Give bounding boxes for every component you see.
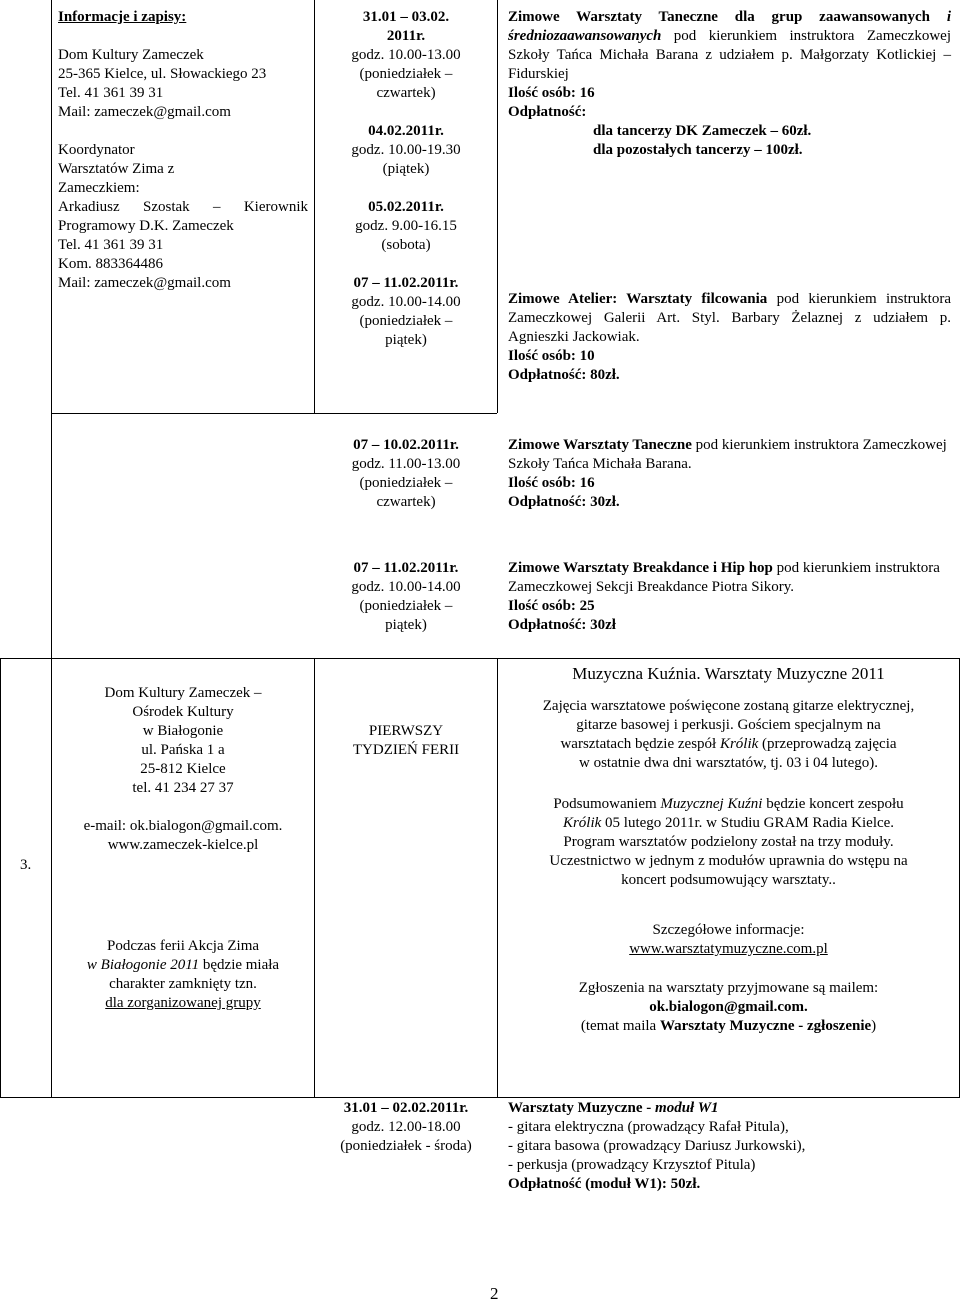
workshop-description	[508, 8, 951, 84]
org-tel: tel. 41 234 27 37	[132, 780, 234, 796]
schedule-cell	[315, 436, 497, 512]
week-label: PIERWSZY	[368, 723, 444, 739]
details-label: Szczegółowe informacje:	[652, 922, 805, 938]
registration-text: Zgłoszenia na warsztaty przyjmowane są mailem:	[578, 980, 879, 996]
participant-count: Ilość osób: 16	[508, 85, 595, 101]
days: (poniedziałek –	[359, 475, 453, 491]
workshop-text: pod kierunkiem instruktora Zameczkowej Szkoły Tańca Michała Barana z udziałem p. Małgorzaty Kotlickiej – Fidurskiej	[508, 28, 951, 82]
note-text: dla zorganizowanej grupy	[105, 995, 261, 1011]
module-item: - perkusja (prowadzący Krzysztof Pitula)	[508, 1157, 756, 1173]
details-link[interactable]: www.warsztatymuzyczne.com.pl	[629, 941, 828, 957]
module-fee: Odpłatność (moduł W1): 50zł.	[508, 1176, 701, 1192]
fee: Odpłatność: 30zł.	[508, 494, 620, 510]
fee-label: Odpłatność:	[508, 104, 587, 120]
workshop-title: Zimowe Warsztaty Taneczne dla grup zaawansowanych	[508, 9, 931, 25]
info-cell	[58, 8, 308, 293]
registration-email: ok.bialogon@gmail.com.	[649, 999, 808, 1015]
date: 05.02.2011r.	[368, 199, 444, 215]
participant-count: Ilość osób: 16	[508, 475, 595, 491]
page-number: 2	[490, 1284, 499, 1303]
workshop-title: Zimowe Atelier: Warsztaty filcowania	[508, 291, 768, 307]
org-name: Ośrodek Kultury	[132, 704, 234, 720]
workshop-title: Zimowe Warsztaty Taneczne	[508, 437, 692, 453]
fee: Odpłatność: 30zł	[508, 617, 616, 633]
workshop-cell	[508, 290, 951, 385]
schedule-cell	[315, 559, 497, 635]
note-text: Podczas ferii Akcja Zima	[106, 938, 260, 954]
days: czwartek)	[376, 494, 436, 510]
participant-count: Ilość osób: 10	[508, 348, 595, 364]
workshop-text: pod kierunkiem instruktora Zameczkowej Szkoły Tańca Michała Barana.	[508, 437, 947, 472]
participant-count: Ilość osób: 25	[508, 598, 595, 614]
table-border	[0, 658, 1, 1098]
date: 07 – 11.02.2011r.	[353, 560, 459, 576]
days: (poniedziałek –	[359, 66, 453, 82]
date: 04.02.2011r.	[368, 123, 444, 139]
org-address: 25-812 Kielce	[140, 761, 226, 777]
org-name: Dom Kultury Zameczek –	[104, 685, 262, 701]
description-line: warsztatach będzie zespół Królik (przeprowadzą zajęcia	[560, 736, 897, 752]
org-email: e-mail: ok.bialogon@gmail.com.	[83, 818, 283, 834]
section-number: 3.	[20, 857, 32, 873]
org-address: 25-365 Kielce, ul. Słowackiego 23	[58, 66, 267, 82]
description-cell	[498, 663, 959, 1036]
description-line: Uczestnictwo w jednym z modułów uprawnia do wstępu na	[549, 853, 908, 869]
coordinator-mail: Mail: zameczek@gmail.com	[58, 275, 231, 291]
coordinator-label: Koordynator	[58, 142, 135, 158]
note-text: charakter zamknięty tzn.	[109, 976, 257, 992]
note-text: w Białogonie 2011 będzie miała	[86, 957, 280, 973]
workshop-text: pod kierunkiem instruktora Zameczkowej Sekcji Breakdance Piotra Sikory.	[508, 560, 940, 595]
schedule-cell	[315, 8, 497, 350]
org-tel: Tel. 41 361 39 31	[58, 85, 164, 101]
schedule-cell	[315, 1099, 497, 1156]
description-line: w ostatnie dwa dni warsztatów, tj. 03 i 04 lutego).	[579, 755, 878, 771]
org-name: w Białogonie	[142, 723, 224, 739]
date: 31.01 – 03.02.	[362, 9, 450, 25]
date: 07 – 10.02.2011r.	[353, 437, 459, 453]
workshop-text: pod kierunkiem instruktora Zameczkowej Galerii Art. Styl. Barbary Żelaznej z udziałem p. Agnieszki Jackowiak.	[508, 291, 951, 345]
workshop-cell	[508, 559, 951, 635]
fee-item: dla tancerzy DK Zameczek – 60zł.	[593, 123, 812, 139]
description-line: gitarze basowej i perkusji. Gościem specjalnym na	[576, 717, 881, 733]
table-border	[0, 1097, 960, 1098]
time: godz. 10.00-14.00	[351, 294, 461, 310]
org-address: ul. Pańska 1 a	[141, 742, 225, 758]
description-line: Podsumowaniem Muzycznej Kuźni będzie koncert zespołu	[553, 796, 904, 812]
date: 31.01 – 02.02.2011r.	[343, 1100, 469, 1116]
registration-subject: (temat maila Warsztaty Muzyczne - zgłoszenie)	[580, 1018, 877, 1034]
time: godz. 10.00-14.00	[351, 579, 461, 595]
days: (poniedziałek –	[359, 598, 453, 614]
week-label: TYDZIEŃ FERII	[352, 742, 460, 758]
time: godz. 11.00-13.00	[351, 456, 461, 472]
fee: Odpłatność: 80zł.	[508, 367, 620, 383]
days: (piątek)	[382, 161, 430, 177]
note-cell	[52, 937, 314, 1013]
coordinator-tel: Tel. 41 361 39 31	[58, 237, 164, 253]
workshop-description	[508, 290, 951, 347]
date: 2011r.	[386, 28, 426, 44]
time: godz. 10.00-13.00	[351, 47, 461, 63]
time: godz. 10.00-19.30	[351, 142, 461, 158]
workshop-description	[508, 436, 951, 474]
table-border	[51, 413, 497, 414]
module-cell	[508, 1099, 951, 1194]
table-border	[51, 0, 52, 658]
days: (sobota)	[381, 237, 431, 253]
org-website: www.zameczek-kielce.pl	[107, 837, 259, 853]
module-item: - gitara basowa (prowadzący Dariusz Jurkowski),	[508, 1138, 806, 1154]
description-line: Zajęcia warsztatowe poświęcone zostaną gitarze elektrycznej,	[542, 698, 915, 714]
description-line: Program warsztatów podzielony został na trzy moduły.	[563, 834, 894, 850]
org-mail: Mail: zameczek@gmail.com	[58, 104, 231, 120]
workshop-description	[508, 559, 951, 597]
org-name: Dom Kultury Zameczek	[58, 47, 204, 63]
table-border	[497, 0, 498, 413]
days: piątek)	[385, 332, 427, 348]
coordinator-label: Zameczkiem:	[58, 180, 140, 196]
time: godz. 12.00-18.00	[351, 1119, 461, 1135]
time: godz. 9.00-16.15	[355, 218, 457, 234]
days: (poniedziałek - środa)	[340, 1138, 472, 1154]
days: piątek)	[385, 617, 427, 633]
music-forge-title: Muzyczna Kuźnia. Warsztaty Muzyczne 2011	[572, 664, 885, 683]
module-title: Warsztaty Muzyczne - moduł W1	[508, 1100, 719, 1116]
coordinator-name: Arkadiusz Szostak – Kierownik	[58, 199, 308, 215]
workshop-cell	[508, 8, 951, 160]
date: 07 – 11.02.2011r.	[353, 275, 459, 291]
coordinator-mobile: Kom. 883364486	[58, 256, 163, 272]
org-cell	[52, 684, 314, 855]
info-heading: Informacje i zapisy:	[58, 9, 187, 25]
workshop-title: Zimowe Warsztaty Breakdance i Hip hop	[508, 560, 773, 576]
module-item: - gitara elektryczna (prowadzący Rafał Pitula),	[508, 1119, 789, 1135]
description-line: Królik 05 lutego 2011r. w Studiu GRAM Radia Kielce.	[562, 815, 895, 831]
workshop-title: i średniozaawansowanych	[508, 9, 951, 44]
days: czwartek)	[376, 85, 436, 101]
table-border	[0, 658, 960, 659]
coordinator-role: Programowy D.K. Zameczek	[58, 218, 234, 234]
fee-item: dla pozostałych tancerzy – 100zł.	[593, 142, 803, 158]
description-line: koncert podsumowujący warsztaty..	[621, 872, 836, 888]
workshop-cell	[508, 436, 951, 512]
week-cell	[315, 722, 497, 760]
days: (poniedziałek –	[359, 313, 453, 329]
coordinator-label: Warsztatów Zima z	[58, 161, 175, 177]
